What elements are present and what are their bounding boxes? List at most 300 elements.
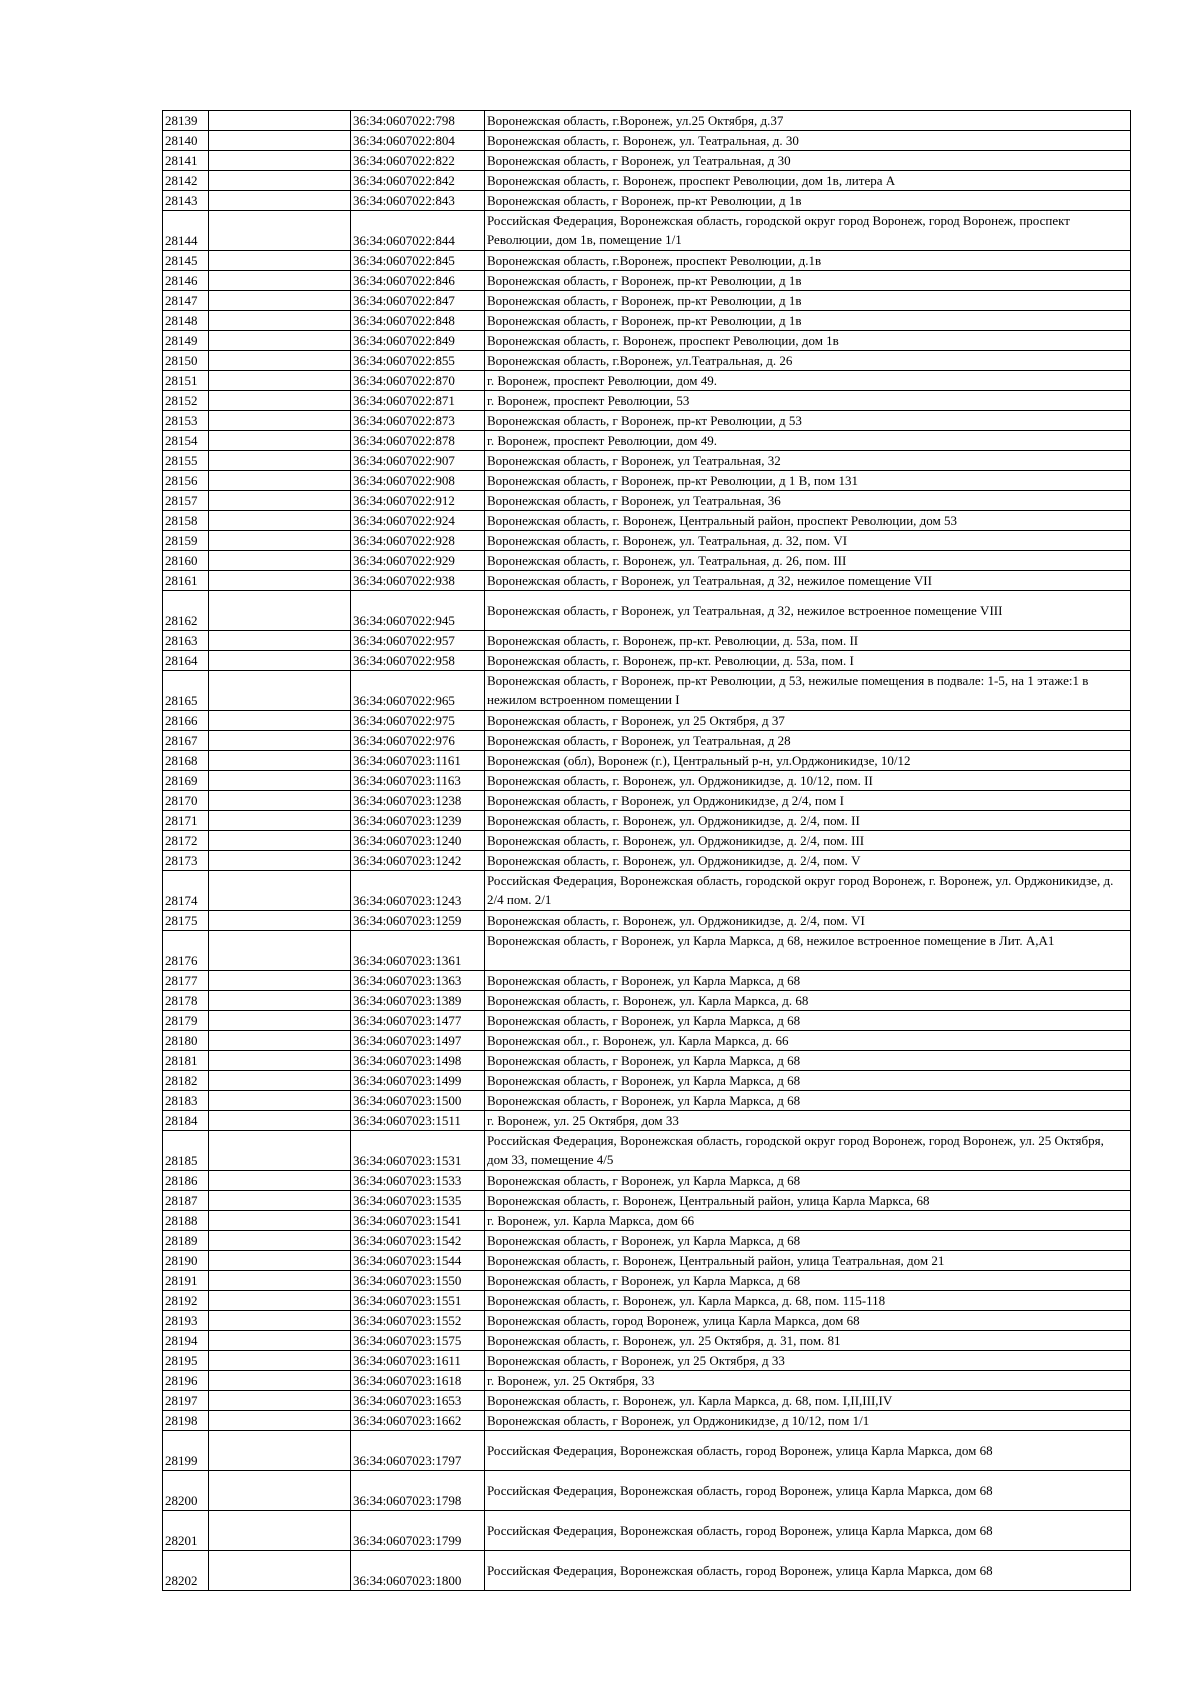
cadastral-number-cell: 36:34:0607023:1511: [351, 1111, 485, 1131]
empty-cell: [209, 731, 351, 751]
table-row: [163, 491, 1131, 511]
cadastral-number-cell: 36:34:0607023:1550: [351, 1271, 485, 1291]
address-cell: Воронежская область, г Воронеж, пр-кт Революции, д 1 В, пом 131: [485, 471, 1131, 491]
address-cell: Воронежская область, г Воронеж, ул Карла Маркса, д 68, нежилое встроенное помещение в Лит. А,А1: [485, 931, 1131, 971]
address-cell: Воронежская область, г Воронеж, пр-кт Революции, д 1в: [485, 311, 1131, 331]
row-number-cell: 28189: [163, 1231, 209, 1251]
empty-cell: [209, 1051, 351, 1071]
row-number-cell: 28146: [163, 271, 209, 291]
table-row: [163, 271, 1131, 291]
empty-cell: [209, 311, 351, 331]
row-number-cell: 28141: [163, 151, 209, 171]
empty-cell: [209, 1471, 351, 1511]
table-row: [163, 1191, 1131, 1211]
row-number-cell: 28139: [163, 111, 209, 131]
row-number-cell: 28160: [163, 551, 209, 571]
table-row: [163, 531, 1131, 551]
row-number-cell: 28151: [163, 371, 209, 391]
cadastral-number-cell: 36:34:0607022:908: [351, 471, 485, 491]
empty-cell: [209, 1551, 351, 1591]
row-number-cell: 28168: [163, 751, 209, 771]
row-number-cell: 28159: [163, 531, 209, 551]
row-number-cell: 28182: [163, 1071, 209, 1091]
address-cell: Воронежская область, г. Воронеж, ул. Театральная, д. 30: [485, 131, 1131, 151]
row-number-cell: 28171: [163, 811, 209, 831]
empty-cell: [209, 1311, 351, 1331]
row-number-cell: 28157: [163, 491, 209, 511]
cadastral-number-cell: 36:34:0607023:1497: [351, 1031, 485, 1051]
table-row: [163, 851, 1131, 871]
empty-cell: [209, 1011, 351, 1031]
cadastral-number-cell: 36:34:0607023:1240: [351, 831, 485, 851]
table-row: [163, 911, 1131, 931]
empty-cell: [209, 811, 351, 831]
cadastral-number-cell: 36:34:0607023:1552: [351, 1311, 485, 1331]
address-cell: Воронежская область, г. Воронеж, ул. Театральная, д. 32, пом. VI: [485, 531, 1131, 551]
table-row: [163, 391, 1131, 411]
address-cell: Российская Федерация, Воронежская область, городской округ город Воронеж, город Воронеж, проспект Революции, дом 1в, помещение 1/1: [485, 211, 1131, 251]
row-number-cell: 28153: [163, 411, 209, 431]
empty-cell: [209, 1431, 351, 1471]
row-number-cell: 28186: [163, 1171, 209, 1191]
empty-cell: [209, 131, 351, 151]
address-cell: Воронежская область, г Воронеж, пр-кт Революции, д 1в: [485, 191, 1131, 211]
cadastral-number-cell: 36:34:0607023:1477: [351, 1011, 485, 1031]
empty-cell: [209, 1391, 351, 1411]
address-cell: Воронежская область, г. Воронеж, ул. Орджоникидзе, д. 2/4, пом. II: [485, 811, 1131, 831]
empty-cell: [209, 471, 351, 491]
table-row: [163, 1111, 1131, 1131]
table-row: [163, 871, 1131, 911]
empty-cell: [209, 331, 351, 351]
row-number-cell: 28169: [163, 771, 209, 791]
address-cell: Российская Федерация, Воронежская область, городской округ город Воронеж, г. Воронеж, ул. Орджоникидзе, д. 2/4 пом. 2/1: [485, 871, 1131, 911]
table-row: [163, 311, 1131, 331]
table-row: [163, 651, 1131, 671]
cadastral-number-cell: 36:34:0607022:924: [351, 511, 485, 531]
table-row: [163, 1391, 1131, 1411]
row-number-cell: 28143: [163, 191, 209, 211]
row-number-cell: 28195: [163, 1351, 209, 1371]
address-cell: г. Воронеж, проспект Революции, дом 49.: [485, 431, 1131, 451]
row-number-cell: 28166: [163, 711, 209, 731]
empty-cell: [209, 651, 351, 671]
table-row: [163, 511, 1131, 531]
cadastral-number-cell: 36:34:0607023:1662: [351, 1411, 485, 1431]
row-number-cell: 28145: [163, 251, 209, 271]
table-row: [163, 1471, 1131, 1511]
address-cell: Воронежская область, г Воронеж, ул Театральная, д 32, нежилое помещение VII: [485, 571, 1131, 591]
empty-cell: [209, 1071, 351, 1091]
address-cell: Воронежская область, г. Воронеж, ул. Театральная, д. 26, пом. III: [485, 551, 1131, 571]
empty-cell: [209, 671, 351, 711]
row-number-cell: 28140: [163, 131, 209, 151]
row-number-cell: 28174: [163, 871, 209, 911]
empty-cell: [209, 1251, 351, 1271]
table-row: [163, 1091, 1131, 1111]
table-row: [163, 731, 1131, 751]
row-number-cell: 28200: [163, 1471, 209, 1511]
cadastral-number-cell: 36:34:0607022:929: [351, 551, 485, 571]
row-number-cell: 28199: [163, 1431, 209, 1471]
row-number-cell: 28183: [163, 1091, 209, 1111]
cadastral-number-cell: 36:34:0607023:1611: [351, 1351, 485, 1371]
address-cell: Воронежская обл., г. Воронеж, ул. Карла Маркса, д. 66: [485, 1031, 1131, 1051]
cadastral-number-cell: 36:34:0607022:844: [351, 211, 485, 251]
empty-cell: [209, 631, 351, 651]
table-row: [163, 791, 1131, 811]
row-number-cell: 28172: [163, 831, 209, 851]
register-table-body: [163, 111, 1131, 1591]
address-cell: Воронежская область, г Воронеж, ул Орджоникидзе, д 10/12, пом 1/1: [485, 1411, 1131, 1431]
address-cell: Российская Федерация, Воронежская область, город Воронеж, улица Карла Маркса, дом 68: [485, 1431, 1131, 1471]
cadastral-number-cell: 36:34:0607022:870: [351, 371, 485, 391]
empty-cell: [209, 431, 351, 451]
row-number-cell: 28190: [163, 1251, 209, 1271]
empty-cell: [209, 191, 351, 211]
table-row: [163, 1311, 1131, 1331]
address-cell: Воронежская область, г. Воронеж, Центральный район, проспект Революции, дом 53: [485, 511, 1131, 531]
table-row: [163, 571, 1131, 591]
address-cell: Воронежская область, город Воронеж, улица Карла Маркса, дом 68: [485, 1311, 1131, 1331]
table-row: [163, 1351, 1131, 1371]
row-number-cell: 28202: [163, 1551, 209, 1591]
table-row: [163, 771, 1131, 791]
address-cell: Воронежская область, г Воронеж, ул Театральная, 32: [485, 451, 1131, 471]
empty-cell: [209, 591, 351, 631]
cadastral-number-cell: 36:34:0607022:798: [351, 111, 485, 131]
empty-cell: [209, 451, 351, 471]
table-row: [163, 431, 1131, 451]
cadastral-number-cell: 36:34:0607022:957: [351, 631, 485, 651]
cadastral-number-cell: 36:34:0607023:1389: [351, 991, 485, 1011]
address-cell: Воронежская (обл), Воронеж (г.), Центральный р-н, ул.Орджоникидзе, 10/12: [485, 751, 1131, 771]
empty-cell: [209, 411, 351, 431]
cadastral-number-cell: 36:34:0607022:878: [351, 431, 485, 451]
row-number-cell: 28154: [163, 431, 209, 451]
table-row: [163, 1171, 1131, 1191]
empty-cell: [209, 151, 351, 171]
address-cell: Воронежская область, г. Воронеж, Центральный район, улица Театральная, дом 21: [485, 1251, 1131, 1271]
address-cell: Воронежская область, г. Воронеж, ул. Карла Маркса, д. 68, пом. I,II,III,IV: [485, 1391, 1131, 1411]
cadastral-number-cell: 36:34:0607023:1800: [351, 1551, 485, 1591]
address-cell: г. Воронеж, ул. Карла Маркса, дом 66: [485, 1211, 1131, 1231]
address-cell: г. Воронеж, ул. 25 Октября, дом 33: [485, 1111, 1131, 1131]
row-number-cell: 28197: [163, 1391, 209, 1411]
address-cell: Воронежская область, г. Воронеж, ул. Орджоникидзе, д. 2/4, пом. VI: [485, 911, 1131, 931]
row-number-cell: 28177: [163, 971, 209, 991]
empty-cell: [209, 251, 351, 271]
cadastral-number-cell: 36:34:0607023:1238: [351, 791, 485, 811]
cadastral-number-cell: 36:34:0607022:873: [351, 411, 485, 431]
row-number-cell: 28144: [163, 211, 209, 251]
table-row: [163, 1411, 1131, 1431]
empty-cell: [209, 1351, 351, 1371]
table-row: [163, 831, 1131, 851]
address-cell: Воронежская область, г Воронеж, пр-кт Революции, д 1в: [485, 291, 1131, 311]
cadastral-number-cell: 36:34:0607023:1535: [351, 1191, 485, 1211]
address-cell: Воронежская область, г Воронеж, пр-кт Революции, д 1в: [485, 271, 1131, 291]
cadastral-number-cell: 36:34:0607023:1363: [351, 971, 485, 991]
cadastral-number-cell: 36:34:0607023:1618: [351, 1371, 485, 1391]
address-cell: Воронежская область, г Воронеж, ул Карла Маркса, д 68: [485, 971, 1131, 991]
table-row: [163, 1071, 1131, 1091]
row-number-cell: 28170: [163, 791, 209, 811]
cadastral-number-cell: 36:34:0607023:1799: [351, 1511, 485, 1551]
cadastral-number-cell: 36:34:0607023:1242: [351, 851, 485, 871]
address-cell: Воронежская область, г Воронеж, ул Карла Маркса, д 68: [485, 1011, 1131, 1031]
cadastral-number-cell: 36:34:0607022:842: [351, 171, 485, 191]
empty-cell: [209, 1091, 351, 1111]
table-row: [163, 751, 1131, 771]
address-cell: Воронежская область, г.Воронеж, ул.Театральная, д. 26: [485, 351, 1131, 371]
table-row: [163, 931, 1131, 971]
empty-cell: [209, 711, 351, 731]
table-row: [163, 1551, 1131, 1591]
empty-cell: [209, 971, 351, 991]
table-row: [163, 171, 1131, 191]
empty-cell: [209, 351, 351, 371]
table-row: [163, 1211, 1131, 1231]
row-number-cell: 28188: [163, 1211, 209, 1231]
cadastral-number-cell: 36:34:0607023:1243: [351, 871, 485, 911]
address-cell: Воронежская область, г. Воронеж, ул. Карла Маркса, д. 68, пом. 115-118: [485, 1291, 1131, 1311]
property-register-table: [162, 110, 1131, 1591]
cadastral-number-cell: 36:34:0607023:1542: [351, 1231, 485, 1251]
address-cell: Воронежская область, г. Воронеж, ул. Карла Маркса, д. 68: [485, 991, 1131, 1011]
address-cell: Воронежская область, г Воронеж, ул Карла Маркса, д 68: [485, 1231, 1131, 1251]
row-number-cell: 28167: [163, 731, 209, 751]
row-number-cell: 28150: [163, 351, 209, 371]
table-row: [163, 451, 1131, 471]
cadastral-number-cell: 36:34:0607023:1259: [351, 911, 485, 931]
table-row: [163, 1371, 1131, 1391]
table-row: [163, 1011, 1131, 1031]
table-row: [163, 1251, 1131, 1271]
table-row: [163, 1331, 1131, 1351]
table-row: [163, 1271, 1131, 1291]
address-cell: Воронежская область, г. Воронеж, Центральный район, улица Карла Маркса, 68: [485, 1191, 1131, 1211]
table-row: [163, 631, 1131, 651]
table-row: [163, 1231, 1131, 1251]
table-row: [163, 251, 1131, 271]
cadastral-number-cell: 36:34:0607023:1544: [351, 1251, 485, 1271]
cadastral-number-cell: 36:34:0607022:855: [351, 351, 485, 371]
address-cell: Воронежская область, г Воронеж, пр-кт Революции, д 53: [485, 411, 1131, 431]
empty-cell: [209, 511, 351, 531]
cadastral-number-cell: 36:34:0607022:976: [351, 731, 485, 751]
empty-cell: [209, 851, 351, 871]
cadastral-number-cell: 36:34:0607022:804: [351, 131, 485, 151]
empty-cell: [209, 171, 351, 191]
cadastral-number-cell: 36:34:0607023:1498: [351, 1051, 485, 1071]
empty-cell: [209, 991, 351, 1011]
empty-cell: [209, 491, 351, 511]
empty-cell: [209, 391, 351, 411]
row-number-cell: 28194: [163, 1331, 209, 1351]
address-cell: Воронежская область, г Воронеж, ул 25 Октября, д 33: [485, 1351, 1131, 1371]
empty-cell: [209, 1371, 351, 1391]
row-number-cell: 28161: [163, 571, 209, 591]
row-number-cell: 28180: [163, 1031, 209, 1051]
empty-cell: [209, 1511, 351, 1551]
cadastral-number-cell: 36:34:0607023:1551: [351, 1291, 485, 1311]
address-cell: Воронежская область, г Воронеж, ул Театральная, д 28: [485, 731, 1131, 751]
row-number-cell: 28184: [163, 1111, 209, 1131]
empty-cell: [209, 1271, 351, 1291]
cadastral-number-cell: 36:34:0607022:965: [351, 671, 485, 711]
row-number-cell: 28164: [163, 651, 209, 671]
cadastral-number-cell: 36:34:0607023:1161: [351, 751, 485, 771]
empty-cell: [209, 1331, 351, 1351]
address-cell: Воронежская область, г. Воронеж, пр-кт. Революции, д. 53а, пом. I: [485, 651, 1131, 671]
cadastral-number-cell: 36:34:0607023:1541: [351, 1211, 485, 1231]
empty-cell: [209, 531, 351, 551]
cadastral-number-cell: 36:34:0607023:1798: [351, 1471, 485, 1511]
row-number-cell: 28148: [163, 311, 209, 331]
address-cell: г. Воронеж, проспект Революции, дом 49.: [485, 371, 1131, 391]
table-row: [163, 191, 1131, 211]
table-row: [163, 291, 1131, 311]
address-cell: Воронежская область, г Воронеж, пр-кт Революции, д 53, нежилые помещения в подвале: 1-5, на 1 этаже:1 в нежилом встроенном помещении I: [485, 671, 1131, 711]
empty-cell: [209, 571, 351, 591]
address-cell: Воронежская область, г Воронеж, ул Карла Маркса, д 68: [485, 1171, 1131, 1191]
row-number-cell: 28185: [163, 1131, 209, 1171]
table-row: [163, 211, 1131, 251]
row-number-cell: 28175: [163, 911, 209, 931]
cadastral-number-cell: 36:34:0607022:846: [351, 271, 485, 291]
address-cell: Воронежская область, г Воронеж, ул Театральная, 36: [485, 491, 1131, 511]
row-number-cell: 28181: [163, 1051, 209, 1071]
row-number-cell: 28142: [163, 171, 209, 191]
table-row: [163, 1291, 1131, 1311]
table-row: [163, 1031, 1131, 1051]
table-row: [163, 1431, 1131, 1471]
empty-cell: [209, 1171, 351, 1191]
row-number-cell: 28198: [163, 1411, 209, 1431]
cadastral-number-cell: 36:34:0607023:1533: [351, 1171, 485, 1191]
row-number-cell: 28162: [163, 591, 209, 631]
empty-cell: [209, 1131, 351, 1171]
cadastral-number-cell: 36:34:0607022:822: [351, 151, 485, 171]
cadastral-number-cell: 36:34:0607023:1499: [351, 1071, 485, 1091]
cadastral-number-cell: 36:34:0607023:1797: [351, 1431, 485, 1471]
empty-cell: [209, 831, 351, 851]
row-number-cell: 28178: [163, 991, 209, 1011]
table-row: [163, 371, 1131, 391]
empty-cell: [209, 871, 351, 911]
row-number-cell: 28201: [163, 1511, 209, 1551]
address-cell: Воронежская область, г Воронеж, ул Карла Маркса, д 68: [485, 1071, 1131, 1091]
table-row: [163, 991, 1131, 1011]
empty-cell: [209, 1411, 351, 1431]
row-number-cell: 28165: [163, 671, 209, 711]
table-row: [163, 551, 1131, 571]
address-cell: Воронежская область, г Воронеж, ул Театральная, д 32, нежилое встроенное помещение VIII: [485, 591, 1131, 631]
table-row: [163, 671, 1131, 711]
cadastral-number-cell: 36:34:0607023:1239: [351, 811, 485, 831]
cadastral-number-cell: 36:34:0607022:928: [351, 531, 485, 551]
cadastral-number-cell: 36:34:0607023:1575: [351, 1331, 485, 1351]
table-row: [163, 471, 1131, 491]
table-row: [163, 1051, 1131, 1071]
empty-cell: [209, 791, 351, 811]
table-row: [163, 131, 1131, 151]
table-row: [163, 411, 1131, 431]
address-cell: г. Воронеж, ул. 25 Октября, 33: [485, 1371, 1131, 1391]
address-cell: Российская Федерация, Воронежская область, город Воронеж, улица Карла Маркса, дом 68: [485, 1551, 1131, 1591]
address-cell: Российская Федерация, Воронежская область, город Воронеж, улица Карла Маркса, дом 68: [485, 1471, 1131, 1511]
row-number-cell: 28191: [163, 1271, 209, 1291]
cadastral-number-cell: 36:34:0607022:843: [351, 191, 485, 211]
table-row: [163, 151, 1131, 171]
row-number-cell: 28192: [163, 1291, 209, 1311]
address-cell: Воронежская область, г. Воронеж, ул. Орджоникидзе, д. 2/4, пом. V: [485, 851, 1131, 871]
row-number-cell: 28155: [163, 451, 209, 471]
cadastral-number-cell: 36:34:0607022:847: [351, 291, 485, 311]
address-cell: Воронежская область, г.Воронеж, проспект Революции, д.1в: [485, 251, 1131, 271]
table-row: [163, 1511, 1131, 1551]
address-cell: Воронежская область, г. Воронеж, ул. Орджоникидзе, д. 10/12, пом. II: [485, 771, 1131, 791]
cadastral-number-cell: 36:34:0607022:938: [351, 571, 485, 591]
address-cell: Воронежская область, г.Воронеж, ул.25 Октября, д.37: [485, 111, 1131, 131]
row-number-cell: 28158: [163, 511, 209, 531]
address-cell: Российская Федерация, Воронежская область, городской округ город Воронеж, город Воронеж, ул. 25 Октября, дом 33, помещение 4/5: [485, 1131, 1131, 1171]
empty-cell: [209, 1211, 351, 1231]
empty-cell: [209, 931, 351, 971]
empty-cell: [209, 291, 351, 311]
address-cell: Воронежская область, г Воронеж, ул Орджоникидзе, д 2/4, пом I: [485, 791, 1131, 811]
table-row: [163, 351, 1131, 371]
table-row: [163, 331, 1131, 351]
address-cell: Воронежская область, г Воронеж, ул Карла Маркса, д 68: [485, 1051, 1131, 1071]
cadastral-number-cell: 36:34:0607022:945: [351, 591, 485, 631]
address-cell: Воронежская область, г. Воронеж, ул. 25 Октября, д. 31, пом. 81: [485, 1331, 1131, 1351]
address-cell: Российская Федерация, Воронежская область, город Воронеж, улица Карла Маркса, дом 68: [485, 1511, 1131, 1551]
row-number-cell: 28173: [163, 851, 209, 871]
table-row: [163, 971, 1131, 991]
table-row: [163, 811, 1131, 831]
row-number-cell: 28196: [163, 1371, 209, 1391]
row-number-cell: 28176: [163, 931, 209, 971]
cadastral-number-cell: 36:34:0607023:1653: [351, 1391, 485, 1411]
cadastral-number-cell: 36:34:0607023:1500: [351, 1091, 485, 1111]
table-row: [163, 591, 1131, 631]
address-cell: Воронежская область, г. Воронеж, проспект Революции, дом 1в: [485, 331, 1131, 351]
cadastral-number-cell: 36:34:0607022:845: [351, 251, 485, 271]
empty-cell: [209, 1231, 351, 1251]
empty-cell: [209, 551, 351, 571]
row-number-cell: 28163: [163, 631, 209, 651]
row-number-cell: 28149: [163, 331, 209, 351]
table-row: [163, 1131, 1131, 1171]
address-cell: Воронежская область, г. Воронеж, пр-кт. Революции, д. 53а, пом. II: [485, 631, 1131, 651]
cadastral-number-cell: 36:34:0607022:871: [351, 391, 485, 411]
table-row: [163, 711, 1131, 731]
address-cell: Воронежская область, г Воронеж, ул Карла Маркса, д 68: [485, 1091, 1131, 1111]
address-cell: Воронежская область, г. Воронеж, проспект Революции, дом 1в, литера А: [485, 171, 1131, 191]
address-cell: Воронежская область, г Воронеж, ул 25 Октября, д 37: [485, 711, 1131, 731]
address-cell: Воронежская область, г. Воронеж, ул. Орджоникидзе, д. 2/4, пом. III: [485, 831, 1131, 851]
empty-cell: [209, 911, 351, 931]
row-number-cell: 28193: [163, 1311, 209, 1331]
empty-cell: [209, 111, 351, 131]
empty-cell: [209, 1111, 351, 1131]
empty-cell: [209, 751, 351, 771]
row-number-cell: 28187: [163, 1191, 209, 1211]
row-number-cell: 28147: [163, 291, 209, 311]
cadastral-number-cell: 36:34:0607023:1163: [351, 771, 485, 791]
